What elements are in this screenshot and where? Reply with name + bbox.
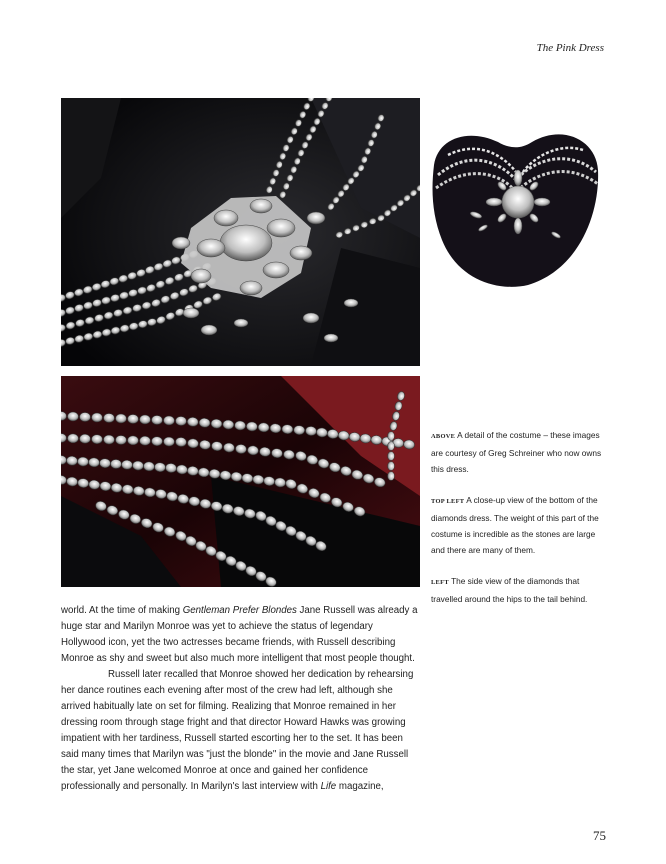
body-paragraph (61, 603, 419, 667)
body-text-run: world. At the time of making (61, 605, 183, 616)
photo-top-left-costume-closeup (61, 98, 420, 366)
body-text-run: Jane Russell was already a huge star and Marilyn Monroe was yet to achieve the status of legendary Hollywood icon, yet the two actresses became friends, with Russell describing Monroe as shy and sweet but also much more intelligent that most people thought. (61, 605, 418, 664)
caption-text: A close-up view of the bottom of the diamonds dress. The weight of this part of the costume is incredible as the stones are large and there are many of them. (431, 495, 599, 555)
photo-above-costume-detail (428, 120, 603, 290)
magazine-title: Life (320, 781, 337, 792)
photo-captions (431, 427, 606, 622)
caption-tag: ABOVE (431, 433, 456, 440)
caption-text: A detail of the costume – these images are courtesy of Greg Schreiner who now owns this dress. (431, 430, 602, 474)
film-title: Gentleman Prefer Blondes (182, 605, 297, 616)
caption-tag: LEFT (431, 579, 449, 586)
body-text-run: magazine, (336, 781, 384, 792)
photo-left-side-view-diamonds (61, 376, 420, 587)
caption-top-left (431, 492, 606, 558)
running-title: The Pink Dress (536, 42, 604, 54)
caption-tag: TOP LEFT (431, 498, 465, 505)
page-number: 75 (593, 828, 606, 843)
caption-text: The side view of the diamonds that travelled around the hips to the tail behind. (431, 576, 588, 604)
body-paragraph (61, 667, 419, 795)
body-text (61, 603, 419, 795)
caption-above (431, 427, 606, 477)
caption-left (431, 573, 606, 607)
body-text-run: Russell later recalled that Monroe showed her dedication by rehearsing her dance routines each evening after most of the crew had left, although she arrived habitually late on set for filming. Realizing that Monroe remained in her dressing room through stage fright and that director Howard Hawks was growing impatient with her tardiness, Russell started escorting her to the set. It has been said many times that Marilyn was "just the blonde" in the movie and Jane Russell the star, yet Jane welcomed Monroe at once and gained her confidence professionally and personally. In Marilyn's last interview with (61, 669, 414, 792)
